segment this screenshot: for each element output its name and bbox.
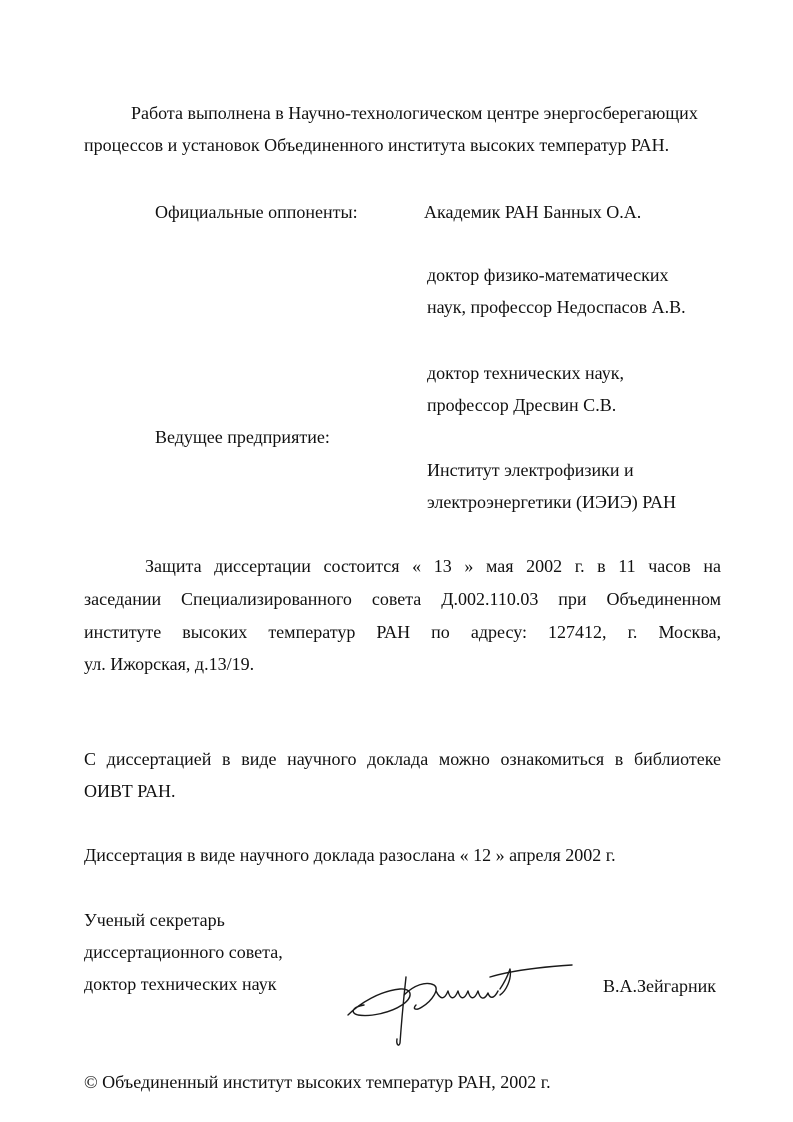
- intro-line-1: Работа выполнена в Научно-технологическом центре энергосберегающих: [131, 103, 698, 123]
- defense-line-4: ул. Ижорская, д.13/19.: [84, 654, 255, 674]
- opponent-3-line-2: профессор Дресвин С.В.: [427, 395, 617, 415]
- library-line-1: С диссертацией в виде научного доклада можно ознакомиться в библиотеке: [84, 749, 721, 769]
- defense-line-3: институте высоких температур РАН по адресу: 127412, г. Москва,: [84, 622, 721, 642]
- opponent-3-line-1: доктор технических наук,: [427, 363, 624, 383]
- leading-org-line-1: Институт электрофизики и: [427, 460, 634, 480]
- handwritten-signature: [340, 955, 580, 1055]
- opponent-1: Академик РАН Банных О.А.: [424, 202, 642, 222]
- secretary-line-1: Ученый секретарь: [84, 910, 225, 930]
- intro-line-2: процессов и установок Объединенного института высоких температур РАН.: [84, 135, 670, 155]
- secretary-line-2: диссертационного совета,: [84, 942, 283, 962]
- defense-line-1: Защита диссертации состоится « 13 » мая 2002 г. в 11 часов на: [145, 556, 721, 576]
- opponent-2-line-2: наук, профессор Недоспасов А.В.: [427, 297, 686, 317]
- leading-org-label: Ведущее предприятие:: [155, 427, 330, 447]
- secretary-line-3: доктор технических наук: [84, 974, 277, 994]
- opponent-2-line-1: доктор физико-математических: [427, 265, 669, 285]
- library-line-2: ОИВТ РАН.: [84, 781, 176, 801]
- distribution-date: Диссертация в виде научного доклада разослана « 12 » апреля 2002 г.: [84, 845, 616, 865]
- opponents-label: Официальные оппоненты:: [155, 202, 358, 222]
- copyright-line: © Объединенный институт высоких температур РАН, 2002 г.: [84, 1072, 551, 1092]
- leading-org-line-2: электроэнергетики (ИЭИЭ) РАН: [427, 492, 677, 512]
- secretary-name: В.А.Зейгарник: [603, 976, 717, 996]
- defense-line-2: заседании Специализированного совета Д.002.110.03 при Объединенном: [84, 589, 721, 609]
